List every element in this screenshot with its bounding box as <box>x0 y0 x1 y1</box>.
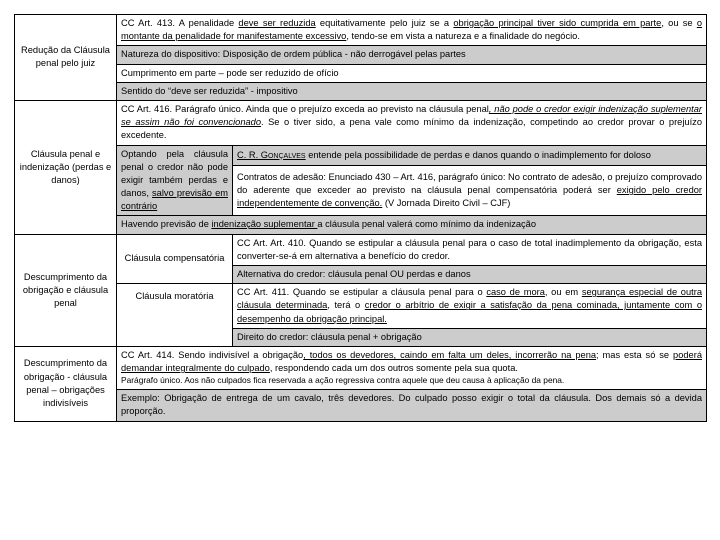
cell-alternativa-credor: Alternativa do credor: cláusula penal OU perdas e danos <box>233 266 707 284</box>
cell-exemplo-indivisiveis: Exemplo: Obrigação de entrega de um cavalo, três devedores. Do culpado posso exigir o total da cláusula. Dos demais só a devida proporção. <box>117 390 707 421</box>
optando-underline-1: salvo previsão em contrário <box>121 188 228 212</box>
art416-underline-1: , não pode o credor exigir indenização suplementar se assim não foi convencionado <box>121 103 702 128</box>
sub-label-clausula-moratoria: Cláusula moratória <box>117 284 233 347</box>
havendo-tail: a cláusula penal valerá como mínimo da indenização <box>317 219 537 230</box>
cell-goncalves-doutrina <box>233 145 707 166</box>
cell-contratos-adesao <box>233 166 707 216</box>
legal-summary-table <box>14 14 707 422</box>
art411-underline-1: caso de mora <box>486 287 545 298</box>
havendo-underline-1: indenização suplementar <box>211 219 318 230</box>
cell-cumprimento-parte: Cumprimento em parte – pode ser reduzido de ofício <box>117 64 707 82</box>
art413-mid-2: , ou se <box>661 18 697 28</box>
goncalves-text: entende pela possibilidade de perdas e danos quando o inadimplemento for doloso <box>305 149 651 160</box>
table-row <box>15 15 707 46</box>
art414-paragrafo-unico: Parágrafo único. Aos não culpados fica reservada a ação regressiva contra aquele que deu causa à aplicação da pena. <box>121 375 565 386</box>
cell-direito-credor: Direito do credor: cláusula penal + obrigação <box>233 328 707 346</box>
art414-tail: , respondendo cada um dos outros somente pela sua quota. <box>269 363 518 374</box>
art413-underline-2: obrigação principal tiver sido cumprida em parte <box>453 18 662 28</box>
table-row <box>15 145 707 166</box>
row-label-descumprimento-indivisiveis: Descumprimento da obrigação - cláusula penal – obrigações indivisíveis <box>15 346 117 421</box>
art413-underline-1: deve ser reduzida <box>238 18 316 28</box>
cell-havendo-previsao <box>117 216 707 234</box>
table-row <box>15 82 707 100</box>
table-row <box>15 346 707 389</box>
art413-lead: CC Art. 413. A penalidade <box>121 18 239 28</box>
goncalves-author: C. R. Gonçalves <box>237 149 306 160</box>
row-label-descumprimento-clausula: Descumprimento da obrigação e cláusula penal <box>15 234 117 346</box>
art411-underline-3: credor o arbítrio de exigir a satisfação da pena cominada, juntamente com o desempenho da obrigação principal. <box>237 300 702 324</box>
cell-sentido-deve-ser-reduzida: Sentido do “deve ser reduzida” - impositivo <box>117 82 707 100</box>
cell-art-411 <box>233 284 707 329</box>
art411-mid-2: , terá o <box>327 300 365 311</box>
adesao-underline-1: exigido pelo credor independentemente de convenção. <box>237 185 703 209</box>
art411-lead: CC Art. 411. Quando se estipular a cláusula penal para o <box>237 287 487 298</box>
table-row <box>15 64 707 82</box>
art413-tail: , tendo-se em vista a natureza e a finalidade do negócio. <box>346 31 580 42</box>
row-label-reducao: Redução da Cláusula penal pelo juiz <box>15 15 117 101</box>
cell-optando-clausula-penal <box>117 145 233 216</box>
cell-art-410: CC Art. Art. 410. Quando se estipular a cláusula penal para o caso de total inadimplemento da obrigação, esta converter-se-á em alternativa a benefício do credor. <box>233 234 707 265</box>
sub-label-clausula-compensatoria: Cláusula compensatória <box>117 234 233 284</box>
cell-natureza-dispositivo: Natureza do dispositivo: Disposição de ordem pública - não derrogável pelas partes <box>117 46 707 64</box>
art416-tail: . Se o tiver sido, a pena vale como mínimo da indenização, competindo ao credor provar o prejuízo excedente. <box>121 117 702 141</box>
art414-lead: CC Art. 414. Sendo indivisível a obrigação <box>121 349 304 360</box>
art416-lead: CC Art. 416. Parágrafo único. Ainda que o prejuízo exceda ao previsto na cláusula penal <box>121 103 489 114</box>
cell-art-414 <box>117 346 707 389</box>
art411-underline-2: segurança especial de outra cláusula determinada <box>237 287 702 311</box>
cell-art-413 <box>117 15 707 46</box>
table-row <box>15 390 707 421</box>
table-row <box>15 234 707 265</box>
optando-lead: Optando pela cláusula penal o credor não pode exigir também perdas e danos, <box>121 148 228 199</box>
art414-underline-2: poderá demandar integralmente do culpado <box>121 349 702 374</box>
row-label-indenizacao: Cláusula penal e indenização (perdas e danos) <box>15 100 117 234</box>
cell-art-416 <box>117 100 707 145</box>
art414-mid-1: ; mas esta só se <box>596 349 674 360</box>
table-row <box>15 284 707 329</box>
art414-underline-1: , todos os devedores, caindo em falta um deles, incorrerão na pena <box>303 349 597 360</box>
art413-underline-3: o montante da penalidade for manifestamente excessivo <box>121 18 702 42</box>
table-row <box>15 216 707 234</box>
table-row <box>15 100 707 145</box>
adesao-tail: (V Jornada Direito Civil – CJF) <box>382 198 511 209</box>
adesao-lead: Contratos de adesão: Enunciado 430 – Art. 416, parágrafo único: No contrato de adesão, o prejuízo comprovado do aderente que exceder ao previsto na cláusula penal compensatória poderá ser <box>237 171 702 196</box>
art411-mid-1: , ou em <box>544 287 582 298</box>
art413-mid-1: equitativamente pelo juiz se a <box>315 18 454 28</box>
table-row <box>15 46 707 64</box>
havendo-lead: Havendo previsão de <box>121 219 212 230</box>
